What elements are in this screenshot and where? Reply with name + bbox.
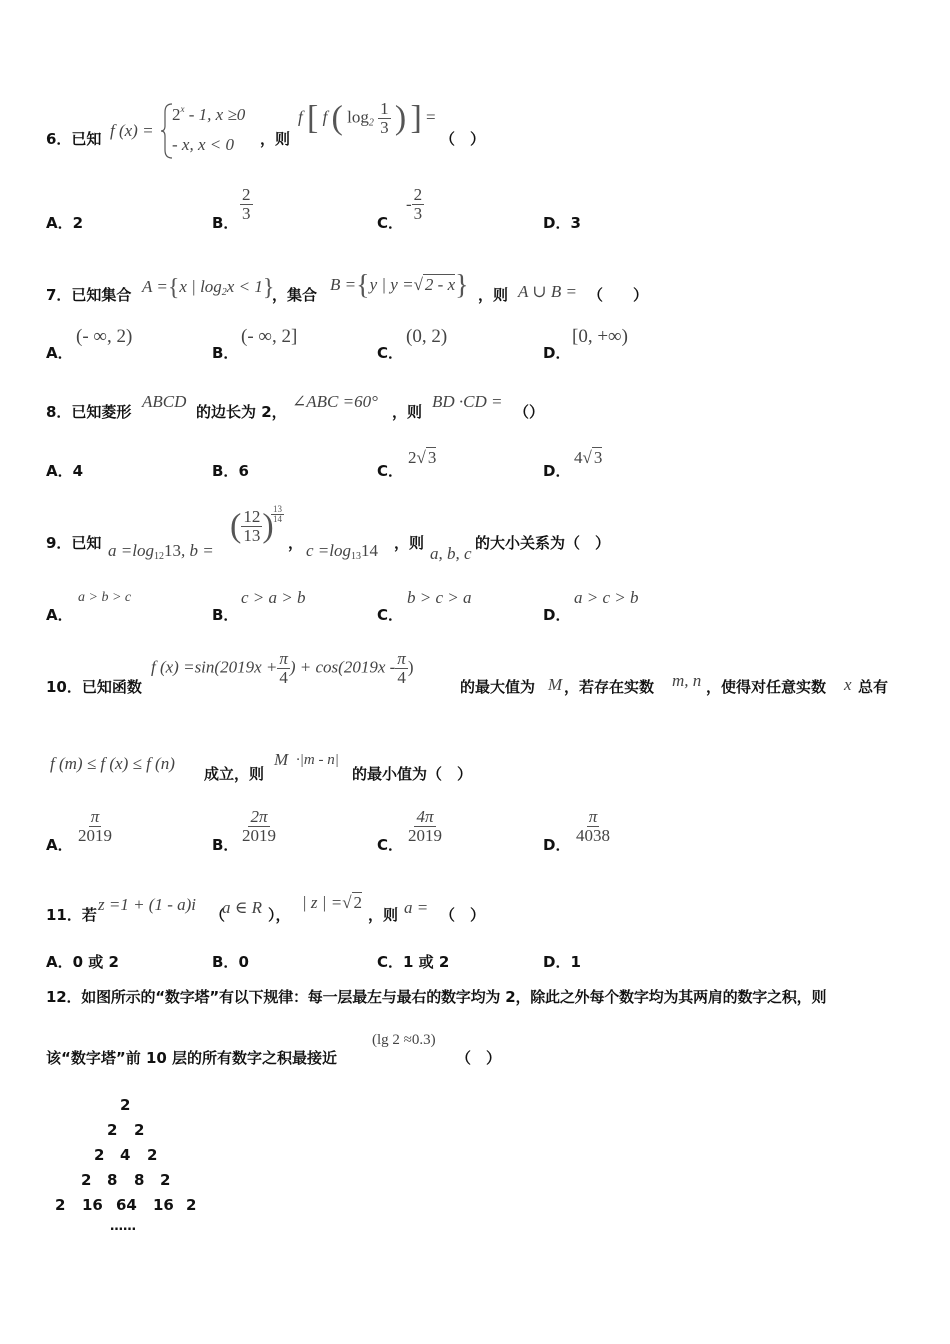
q10-option-d-label[interactable]: D．: [543, 836, 571, 854]
q9-option-b-label[interactable]: B．: [212, 606, 239, 624]
tower-cell: 4: [120, 1146, 131, 1164]
q12-paren: （ ）: [456, 1049, 502, 1067]
q10-abs-expr: ·|m - n|: [296, 752, 339, 768]
q7-mid: ，集合: [272, 286, 318, 304]
q6-option-a[interactable]: A．2: [46, 214, 84, 232]
q9-option-d-value: a > c > b: [574, 588, 639, 607]
tower-cell: 2: [120, 1096, 131, 1114]
q10-max-text: 的最大值为: [460, 678, 536, 696]
q9-a-def: $a =\log_{12}13$, b =: [108, 541, 214, 562]
q10-mn: m, n: [672, 671, 702, 690]
q9-b-def: ( $\frac{12}{13}$ ): [230, 507, 274, 545]
q10-option-c-value: $\frac{4\pi}{2019}$: [408, 807, 442, 845]
q8-stem: 8．已知菱形: [46, 403, 132, 421]
q11-cond-expr: a ∈ R: [222, 898, 262, 917]
q7-option-b-label[interactable]: B．: [212, 344, 239, 362]
tower-cell: 2: [147, 1146, 158, 1164]
tower-cell: 2: [81, 1171, 92, 1189]
q9-option-c-label[interactable]: C．: [377, 606, 404, 624]
q10-holds: 成立，则: [204, 765, 265, 783]
q8-angle: ∠ABC =60°: [292, 392, 378, 411]
q10-option-b-value: $\frac{2\pi}{2019}$: [242, 807, 276, 845]
q6-option-b-label[interactable]: B．: [212, 214, 239, 232]
tower-cell: 2: [186, 1196, 197, 1214]
q9-option-d-label[interactable]: D．: [543, 606, 571, 624]
q11-option-b[interactable]: B．0: [212, 953, 249, 971]
q8-option-b[interactable]: B．6: [212, 462, 249, 480]
q7-option-a-value: (- ∞, 2): [76, 326, 133, 347]
q8-option-d-value: 4√ 3: [574, 448, 603, 467]
q9-c-def: $c =\log_{13}14$: [306, 541, 378, 562]
q11-z-def: z =1 + (1 - a)i: [98, 895, 197, 914]
q10-min-text: 的最小值为（ ）: [352, 765, 473, 783]
q7-set-a: A ={x | $\log_2x < 1$}: [142, 275, 275, 301]
q7-paren: （ ）: [588, 286, 649, 304]
q7-option-b-value: (- ∞, 2]: [241, 326, 298, 347]
q8-paren: （）: [514, 403, 545, 421]
q10-function: f (x) =sin(2019x + $\frac{\pi}{4}$ ) + cos(2019x - $\frac{\pi}{4}$ ): [151, 649, 414, 687]
q10-stem: 10．已知函数: [46, 678, 142, 696]
q6-option-c-label[interactable]: C．: [377, 214, 404, 232]
q9-b-exponent: $\frac{13}{14}$: [273, 504, 282, 525]
q7-stem: 7．已知集合: [46, 286, 132, 304]
q9-then: ，则: [394, 534, 425, 552]
q9-tail: 的大小关系为（ ）: [475, 534, 611, 552]
q9-vars: a, b, c: [430, 544, 472, 563]
q11-option-c[interactable]: C．1 或 2: [377, 953, 450, 971]
q6-case1: 2$^x$ - 1, x ≥0: [172, 104, 246, 124]
tower-cell: 2: [134, 1121, 145, 1139]
q9-option-c-value: b > c > a: [407, 588, 472, 607]
q11-then: ，则: [368, 906, 399, 924]
q10-x: x: [844, 675, 852, 694]
q11-cond-open: （: [210, 906, 226, 924]
q10-M: M: [548, 675, 563, 694]
q11-expr: a =: [404, 898, 429, 917]
q10-option-d-value: $\frac{\pi}{4038}$: [576, 807, 610, 845]
q10-exists: ，若存在实数: [564, 678, 655, 696]
q6-then: ，则: [260, 130, 291, 148]
q8-then: ，则: [392, 403, 423, 421]
q9-option-a-value: a > b > c: [78, 590, 132, 605]
q8-option-c-label[interactable]: C．: [377, 462, 404, 480]
q11-cond-close: ），: [268, 906, 291, 924]
tower-cell: 2: [94, 1146, 105, 1164]
q8-option-a[interactable]: A．4: [46, 462, 84, 480]
q6-fx: [110, 121, 154, 141]
q7-option-d-value: [0, +∞): [572, 326, 628, 347]
q11-modulus: | z | =√ 2: [302, 893, 363, 912]
q10-option-a-label[interactable]: A．: [46, 836, 73, 854]
q7-union: A ∪ B =: [518, 282, 577, 301]
q7-option-c-label[interactable]: C．: [377, 344, 404, 362]
tower-cell: 16: [153, 1196, 174, 1214]
q10-option-a-value: $\frac{\pi}{2019}$: [78, 807, 112, 845]
q7-set-b: B ={y | y =√ 2 - x}: [330, 270, 469, 301]
q10-option-b-label[interactable]: B．: [212, 836, 239, 854]
q8-mid: 的边长为 2，: [196, 403, 287, 421]
tower-cell: 8: [107, 1171, 118, 1189]
q11-stem: 11．若: [46, 906, 97, 924]
q12-hint: (lg 2 ≈0.3): [372, 1032, 436, 1048]
q10-forall: ，使得对任意实数: [706, 678, 827, 696]
q6-fx-text: f (x) =: [110, 121, 154, 140]
q9-stem: 9．已知: [46, 534, 102, 552]
tower-continuation: ……: [110, 1219, 136, 1234]
q11-option-a[interactable]: A．0 或 2: [46, 953, 119, 971]
q8-shape: ABCD: [142, 392, 187, 411]
q7-then: ，则: [478, 286, 509, 304]
q9-option-a-label[interactable]: A．: [46, 606, 73, 624]
q6-option-c-value: - $\frac{2}{3}$: [406, 185, 423, 223]
q12-stem-line1: 12．如图所示的“数字塔”有以下规律：每一层最左与最右的数字均为 2，除此之外每个数字均为其两肩的数字之积，则: [46, 988, 827, 1006]
q6-stem: 6．已知: [46, 130, 102, 148]
q10-M2: M: [274, 750, 289, 769]
tower-cell: 2: [160, 1171, 171, 1189]
q8-option-d-label[interactable]: D．: [543, 462, 571, 480]
q10-always: 总有: [858, 678, 889, 696]
q10-inequality: f (m) ≤ f (x) ≤ f (n): [50, 754, 175, 773]
q8-option-c-value: 2√ 3: [408, 448, 437, 467]
q7-option-a-label[interactable]: A．: [46, 344, 73, 362]
tower-cell: 64: [116, 1196, 137, 1214]
q11-paren: （ ）: [440, 906, 486, 924]
q6-expression: f [ f ( $\log_2$ $\frac{1}{3}$ ) ] =: [298, 99, 436, 137]
q10-option-c-label[interactable]: C．: [377, 836, 404, 854]
q9-sep: ，: [288, 534, 304, 552]
q6-option-b-value: $\frac{2}{3}$: [242, 185, 251, 223]
tower-cell: 16: [82, 1196, 103, 1214]
q7-option-c-value: (0, 2): [406, 326, 448, 347]
tower-cell: 2: [107, 1121, 118, 1139]
q12-stem-line2: 该“数字塔”前 10 层的所有数字之积最接近: [46, 1049, 338, 1067]
q6-paren: （ ）: [440, 130, 486, 148]
q8-dot-product: BD ·CD =: [432, 392, 503, 411]
q6-case2: - x, x < 0: [172, 135, 234, 154]
q7-option-d-label[interactable]: D．: [543, 344, 571, 362]
q11-option-d[interactable]: D．1: [543, 953, 581, 971]
q6-option-d[interactable]: D．3: [543, 214, 581, 232]
tower-cell: 8: [134, 1171, 145, 1189]
tower-cell: 2: [55, 1196, 66, 1214]
q9-option-b-value: c > a > b: [241, 588, 306, 607]
